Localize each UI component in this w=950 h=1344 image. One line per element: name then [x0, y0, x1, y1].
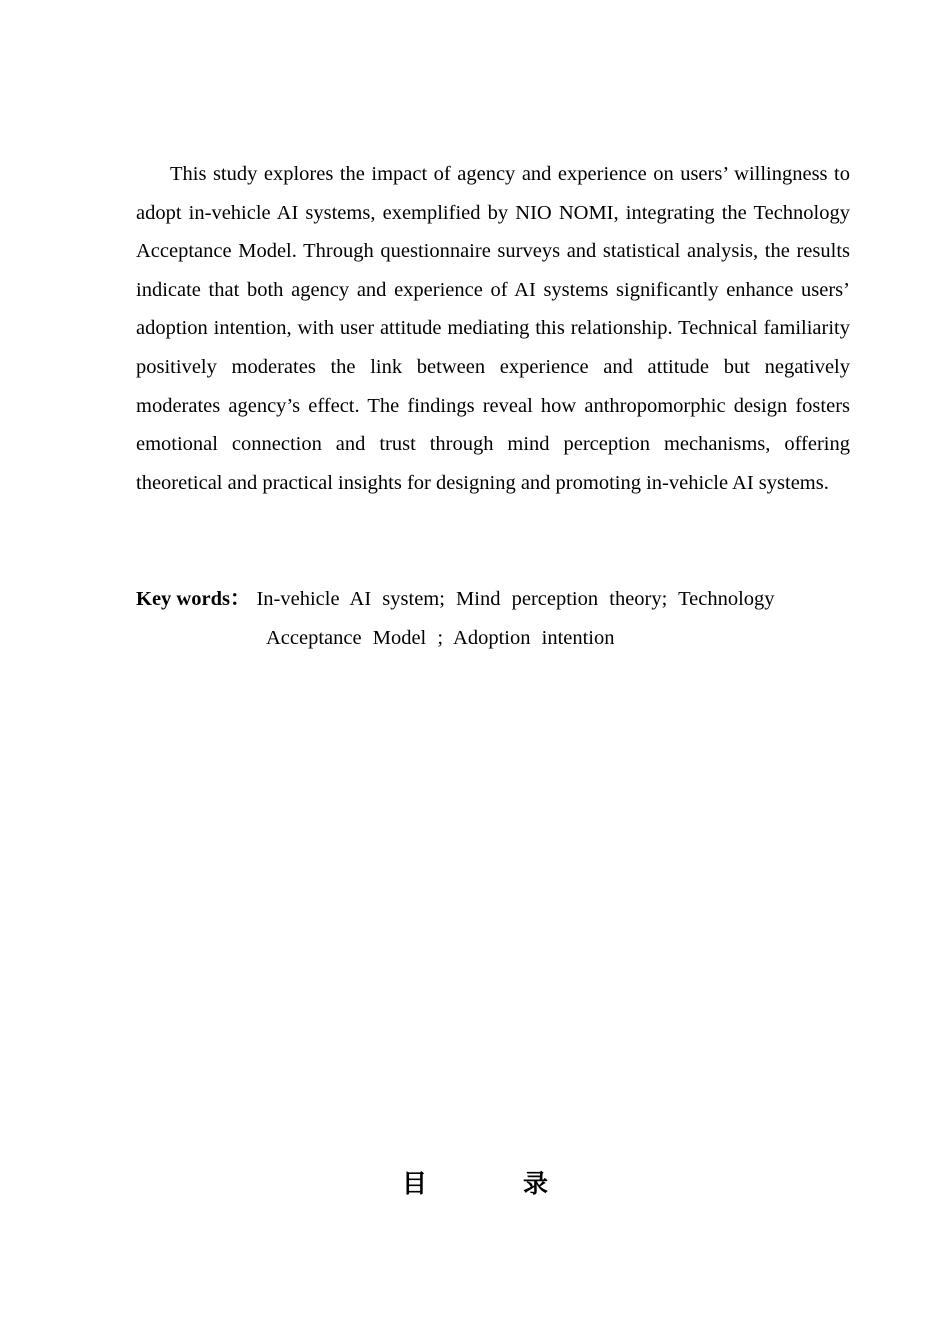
keywords-colon: ：: [229, 588, 251, 610]
keywords-label: Key words: [136, 588, 230, 610]
keywords-line-2: Acceptance Model ; Adoption intention: [266, 627, 615, 649]
toc-heading-char-2: 录: [523, 1169, 549, 1198]
keywords-line-1: In-vehicle AI system; Mind perception theory; Technology: [256, 588, 775, 610]
table-of-contents-heading: [0, 1164, 950, 1200]
toc-heading-char-1: 目: [401, 1169, 427, 1198]
abstract-paragraph: This study explores the impact of agency and experience on users’ willingness to adopt in-vehicle AI systems, exemplified by NIO NOMI, integrating the Technology Acceptance Model. Through questionnaire surveys and statistical analysis, the results indicate that both agency and experience of AI systems significantly enhance users’ adoption intention, with user attitude mediating this relationship. Technical familiarity positively moderates the link between experience and attitude but negatively moderates agency’s effect. The findings reveal how anthropomorphic design fosters emotional connection and trust through mind perception mechanisms, offering theoretical and practical insights for designing and promoting in-vehicle AI systems.: [136, 163, 850, 494]
keywords-block: [136, 580, 850, 658]
